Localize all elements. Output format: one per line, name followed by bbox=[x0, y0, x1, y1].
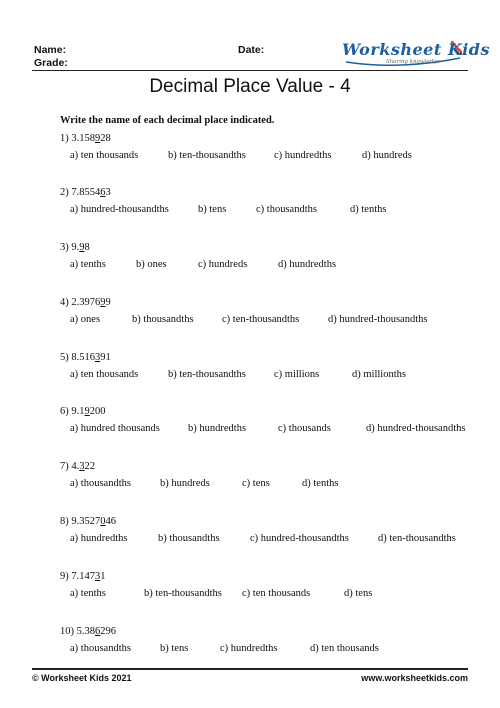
decimal-digits-after: 200 bbox=[89, 406, 106, 417]
question-number: 5) bbox=[60, 352, 69, 363]
decimal-digits-after: 1 bbox=[100, 571, 106, 582]
decimal-digits-before: 7.147 bbox=[71, 571, 95, 582]
answer-option-d: d) hundredths bbox=[278, 259, 337, 270]
answer-option-d: d) tens bbox=[344, 588, 373, 599]
underlined-digit: 3 bbox=[95, 352, 101, 363]
question-number: 1) bbox=[60, 133, 69, 144]
underlined-digit: 9 bbox=[100, 297, 106, 308]
answer-options bbox=[60, 533, 480, 546]
question-9 bbox=[60, 571, 480, 601]
decimal-digits-after: 3 bbox=[105, 187, 111, 198]
answer-option-a: a) hundred-thousandths bbox=[70, 204, 169, 215]
answer-option-b: b) ones bbox=[136, 259, 167, 270]
page-title: Decimal Place Value - 4 bbox=[149, 76, 351, 97]
underlined-digit: 6 bbox=[100, 187, 106, 198]
question-5 bbox=[60, 352, 480, 382]
answer-options bbox=[60, 369, 480, 382]
question-7 bbox=[60, 461, 480, 491]
underlined-digit: 0 bbox=[100, 516, 106, 527]
underlined-digit: 9 bbox=[95, 133, 101, 144]
decimal-digits-after: 91 bbox=[100, 352, 111, 363]
question-6 bbox=[60, 406, 480, 436]
underlined-digit: 9 bbox=[84, 406, 90, 417]
answer-option-c: c) thousandths bbox=[256, 204, 317, 215]
answer-option-d: d) hundred-thousandths bbox=[366, 423, 466, 434]
question-number: 4) bbox=[60, 297, 69, 308]
question-number-line bbox=[60, 461, 480, 472]
logo-tagline: Sharing knowledge bbox=[386, 59, 440, 65]
answer-option-a: a) thousandths bbox=[70, 478, 131, 489]
answer-option-d: d) hundreds bbox=[362, 150, 412, 161]
question-number-line bbox=[60, 626, 480, 637]
answer-option-a: a) tenths bbox=[70, 259, 106, 270]
decimal-digits-before: 9.1 bbox=[71, 406, 85, 417]
decimal-digits-after: 22 bbox=[84, 461, 95, 472]
question-number: 3) bbox=[60, 242, 69, 253]
answer-option-c: c) tens bbox=[242, 478, 270, 489]
decimal-digits-before: 5.38 bbox=[76, 626, 95, 637]
answer-option-b: b) tens bbox=[160, 643, 189, 654]
answer-option-c: c) ten-thousandths bbox=[222, 314, 300, 325]
answer-option-b: b) hundreds bbox=[160, 478, 210, 489]
logo-text: Worksheet Kids bbox=[342, 40, 490, 59]
underlined-digit: 3 bbox=[95, 571, 101, 582]
question-number-line bbox=[60, 187, 480, 198]
question-number-line bbox=[60, 297, 480, 308]
answer-option-d: d) ten-thousandths bbox=[378, 533, 456, 544]
footer-divider bbox=[32, 668, 468, 670]
answer-options bbox=[60, 643, 480, 656]
answer-option-c: c) hundredths bbox=[274, 150, 332, 161]
answer-option-a: a) ten thousands bbox=[70, 369, 139, 380]
answer-options bbox=[60, 423, 480, 436]
question-number: 7) bbox=[60, 461, 69, 472]
question-number-line bbox=[60, 406, 480, 417]
question-1 bbox=[60, 133, 480, 163]
decimal-digits-before: 7.8554 bbox=[71, 187, 101, 198]
answer-options bbox=[60, 259, 480, 272]
answer-option-a: a) hundred thousands bbox=[70, 423, 160, 434]
decimal-digits-after: 9 bbox=[105, 297, 111, 308]
question-4 bbox=[60, 297, 480, 327]
answer-option-a: a) thousandths bbox=[70, 643, 131, 654]
question-number: 6) bbox=[60, 406, 69, 417]
answer-options bbox=[60, 204, 480, 217]
answer-option-b: b) ten-thousandths bbox=[168, 150, 246, 161]
decimal-digits-after: 28 bbox=[100, 133, 111, 144]
answer-option-b: b) thousandths bbox=[132, 314, 194, 325]
underlined-digit: 6 bbox=[95, 626, 101, 637]
decimal-digits-before: 2.3976 bbox=[71, 297, 101, 308]
answer-options bbox=[60, 588, 480, 601]
question-8 bbox=[60, 516, 480, 546]
question-number: 8) bbox=[60, 516, 69, 527]
underlined-digit: 3 bbox=[79, 461, 85, 472]
title-divider bbox=[32, 70, 468, 71]
decimal-digits-before: 9.3527 bbox=[71, 516, 101, 527]
question-number: 2) bbox=[60, 187, 69, 198]
worksheet-kids-logo bbox=[340, 38, 490, 70]
answer-option-d: d) ten thousands bbox=[310, 643, 379, 654]
decimal-digits-after: 296 bbox=[100, 626, 116, 637]
question-number-line bbox=[60, 133, 480, 144]
name-label: Name: bbox=[34, 44, 67, 56]
answer-option-d: d) tenths bbox=[302, 478, 339, 489]
decimal-digits-before: 4. bbox=[71, 461, 80, 472]
footer-copyright: © Worksheet Kids 2021 bbox=[32, 673, 132, 683]
decimal-digits-after: 46 bbox=[105, 516, 116, 527]
answer-option-a: a) ten thousands bbox=[70, 150, 139, 161]
answer-option-c: c) hundred-thousandths bbox=[250, 533, 349, 544]
answer-option-a: a) hundredths bbox=[70, 533, 128, 544]
decimal-digits-before: 8.516 bbox=[71, 352, 95, 363]
decimal-digits-after: 8 bbox=[84, 242, 90, 253]
question-2 bbox=[60, 187, 480, 217]
answer-option-c: c) hundreds bbox=[198, 259, 248, 270]
answer-option-c: c) ten thousands bbox=[242, 588, 311, 599]
answer-option-a: a) tenths bbox=[70, 588, 106, 599]
instruction-text: Write the name of each decimal place indicated. bbox=[60, 115, 275, 126]
question-number-line bbox=[60, 516, 480, 527]
answer-options bbox=[60, 478, 480, 491]
answer-option-b: b) ten-thousandths bbox=[168, 369, 246, 380]
answer-option-b: b) ten-thousandths bbox=[144, 588, 222, 599]
answer-options bbox=[60, 314, 480, 327]
answer-option-b: b) thousandths bbox=[158, 533, 220, 544]
decimal-digits-before: 9. bbox=[71, 242, 80, 253]
question-number-line bbox=[60, 571, 480, 582]
answer-option-b: b) hundredths bbox=[188, 423, 247, 434]
question-number-line bbox=[60, 242, 480, 253]
question-number: 9) bbox=[60, 571, 69, 582]
question-number-line bbox=[60, 352, 480, 363]
question-3 bbox=[60, 242, 480, 272]
answer-option-b: b) tens bbox=[198, 204, 227, 215]
grade-label: Grade: bbox=[34, 57, 68, 69]
answer-option-c: c) millions bbox=[274, 369, 320, 380]
decimal-digits-before: 3.158 bbox=[71, 133, 95, 144]
question-number: 10) bbox=[60, 626, 74, 637]
answer-option-d: d) tenths bbox=[350, 204, 387, 215]
answer-option-c: c) hundredths bbox=[220, 643, 278, 654]
answer-option-a: a) ones bbox=[70, 314, 101, 325]
answer-options bbox=[60, 150, 480, 163]
underlined-digit: 9 bbox=[79, 242, 85, 253]
footer-website: www.worksheetkids.com bbox=[361, 673, 468, 683]
answer-option-d: d) millionths bbox=[352, 369, 406, 380]
question-10 bbox=[60, 626, 480, 656]
answer-option-d: d) hundred-thousandths bbox=[328, 314, 428, 325]
answer-option-c: c) thousands bbox=[278, 423, 331, 434]
date-label: Date: bbox=[238, 44, 265, 56]
